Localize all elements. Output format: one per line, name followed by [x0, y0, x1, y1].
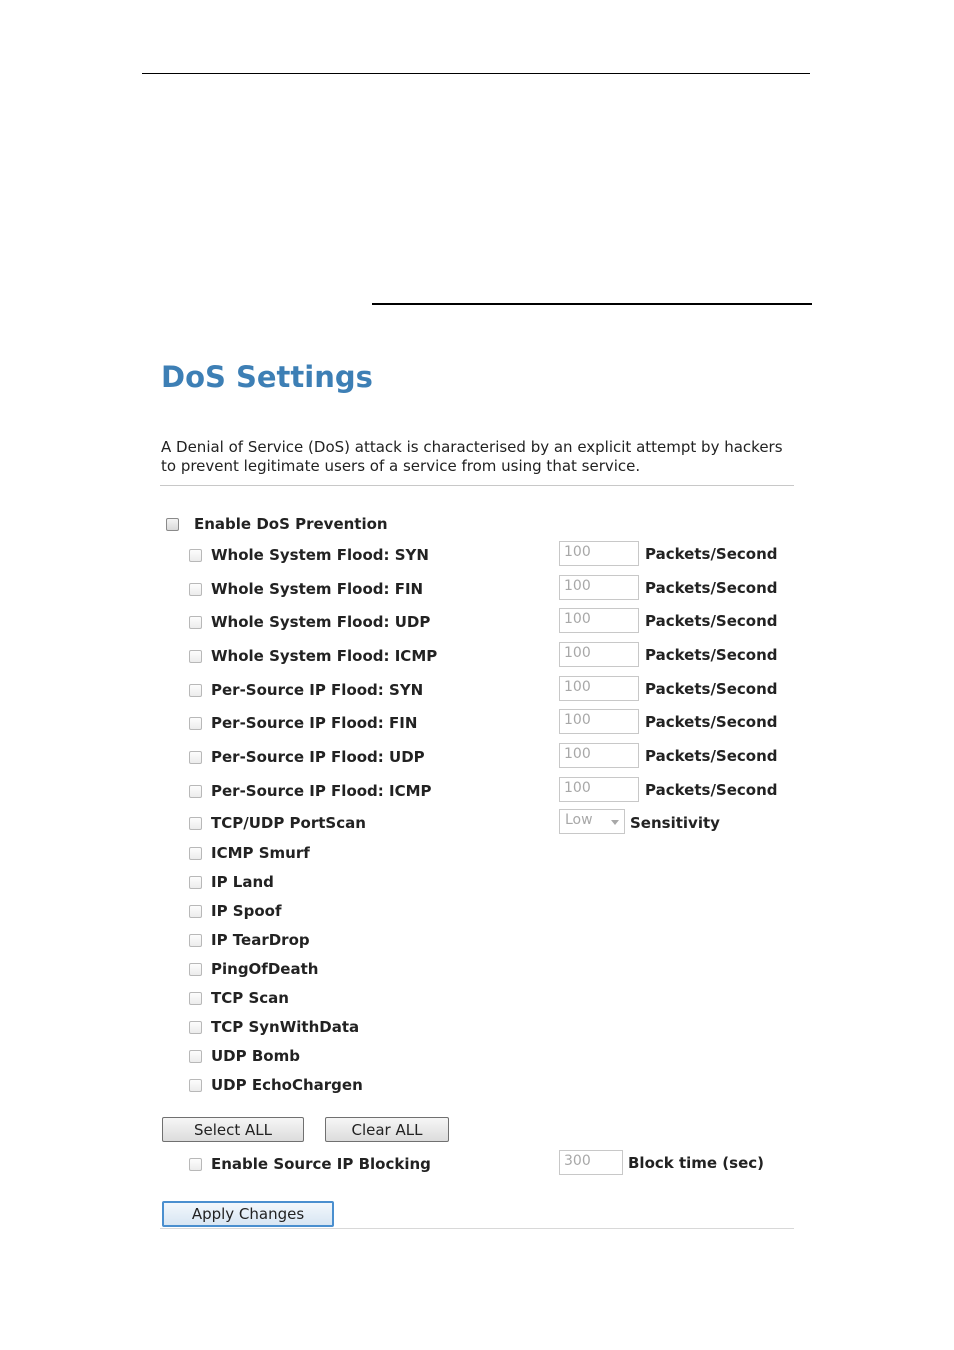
chevron-down-icon [611, 820, 619, 825]
attack-row [189, 1045, 300, 1067]
flood-unit-label: Packets/Second [645, 781, 778, 799]
flood-checkbox[interactable] [189, 549, 202, 562]
flood-checkbox[interactable] [189, 616, 202, 629]
attack-label: UDP EchoChargen [211, 1076, 363, 1094]
sensitivity-value: Low [565, 812, 593, 828]
flood-label: Whole System Flood: ICMP [211, 647, 438, 665]
flood-row [189, 645, 437, 667]
attack-row [189, 1016, 359, 1038]
flood-checkbox[interactable] [189, 785, 202, 798]
flood-unit-label: Packets/Second [645, 579, 778, 597]
attack-row [189, 987, 289, 1009]
flood-checkbox[interactable] [189, 717, 202, 730]
flood-row [189, 780, 432, 802]
sensitivity-select[interactable] [559, 809, 625, 834]
block-time-input[interactable]: 300 [559, 1150, 623, 1175]
attack-label: PingOfDeath [211, 960, 319, 978]
attack-row [189, 871, 274, 893]
select-all-button[interactable]: Select ALL [162, 1117, 304, 1142]
flood-checkbox[interactable] [189, 650, 202, 663]
flood-row [189, 712, 417, 734]
bottom-divider [160, 1228, 794, 1229]
attack-checkbox[interactable] [189, 1050, 202, 1063]
flood-rate-input[interactable]: 100 [559, 676, 639, 701]
flood-label: Per-Source IP Flood: UDP [211, 748, 425, 766]
attack-label: TCP Scan [211, 989, 289, 1007]
flood-rate-input[interactable]: 100 [559, 709, 639, 734]
flood-unit-label: Packets/Second [645, 713, 778, 731]
attack-row [189, 842, 310, 864]
flood-rate-input[interactable]: 100 [559, 642, 639, 667]
description-divider [160, 485, 794, 486]
attack-row [189, 1074, 363, 1096]
flood-rate-input[interactable]: 100 [559, 608, 639, 633]
flood-unit-label: Packets/Second [645, 545, 778, 563]
attack-label: IP Land [211, 873, 274, 891]
portscan-label: TCP/UDP PortScan [211, 814, 366, 832]
attack-label: TCP SynWithData [211, 1018, 360, 1036]
flood-label: Whole System Flood: SYN [211, 546, 429, 564]
flood-unit-label: Packets/Second [645, 646, 778, 664]
portscan-checkbox[interactable] [189, 817, 202, 830]
attack-checkbox[interactable] [189, 847, 202, 860]
header-rule [142, 73, 810, 74]
flood-rate-input[interactable]: 100 [559, 743, 639, 768]
attack-label: ICMP Smurf [211, 844, 310, 862]
section-rule [372, 303, 812, 305]
attack-checkbox[interactable] [189, 905, 202, 918]
attack-checkbox[interactable] [189, 934, 202, 947]
flood-unit-label: Packets/Second [645, 747, 778, 765]
portscan-row [189, 812, 366, 834]
block-time-label: Block time (sec) [628, 1154, 765, 1172]
sensitivity-label: Sensitivity [630, 814, 720, 832]
flood-checkbox[interactable] [189, 751, 202, 764]
flood-label: Per-Source IP Flood: SYN [211, 681, 424, 699]
source-ip-blocking-checkbox[interactable] [189, 1158, 202, 1171]
attack-label: IP TearDrop [211, 931, 310, 949]
flood-unit-label: Packets/Second [645, 612, 778, 630]
flood-rate-input[interactable]: 100 [559, 777, 639, 802]
flood-label: Whole System Flood: UDP [211, 613, 431, 631]
flood-rate-input[interactable]: 100 [559, 541, 639, 566]
flood-row [189, 544, 429, 566]
page-title: DoS Settings [161, 360, 373, 394]
attack-checkbox[interactable] [189, 992, 202, 1005]
enable-dos-label: Enable DoS Prevention [194, 515, 388, 533]
enable-dos-checkbox[interactable] [166, 518, 179, 531]
enable-dos-row [166, 513, 388, 535]
clear-all-button[interactable]: Clear ALL [325, 1117, 449, 1142]
attack-checkbox[interactable] [189, 1021, 202, 1034]
flood-checkbox[interactable] [189, 583, 202, 596]
flood-checkbox[interactable] [189, 684, 202, 697]
attack-label: IP Spoof [211, 902, 282, 920]
source-ip-blocking-label: Enable Source IP Blocking [211, 1155, 431, 1173]
page-description: A Denial of Service (DoS) attack is characterised by an explicit attempt by hackers to prevent legitimate users of a service from using that service. [161, 438, 783, 475]
attack-row [189, 958, 318, 980]
attack-label: UDP Bomb [211, 1047, 300, 1065]
flood-row [189, 611, 430, 633]
attack-checkbox[interactable] [189, 1079, 202, 1092]
flood-rate-input[interactable]: 100 [559, 575, 639, 600]
flood-row [189, 746, 425, 768]
attack-checkbox[interactable] [189, 963, 202, 976]
flood-label: Whole System Flood: FIN [211, 580, 424, 598]
flood-row [189, 679, 423, 701]
attack-row [189, 929, 310, 951]
attack-checkbox[interactable] [189, 876, 202, 889]
flood-unit-label: Packets/Second [645, 680, 778, 698]
flood-row [189, 578, 423, 600]
flood-label: Per-Source IP Flood: FIN [211, 714, 418, 732]
apply-changes-button[interactable]: Apply Changes [162, 1201, 334, 1227]
flood-label: Per-Source IP Flood: ICMP [211, 782, 432, 800]
source-ip-blocking-row [189, 1153, 431, 1175]
attack-row [189, 900, 281, 922]
